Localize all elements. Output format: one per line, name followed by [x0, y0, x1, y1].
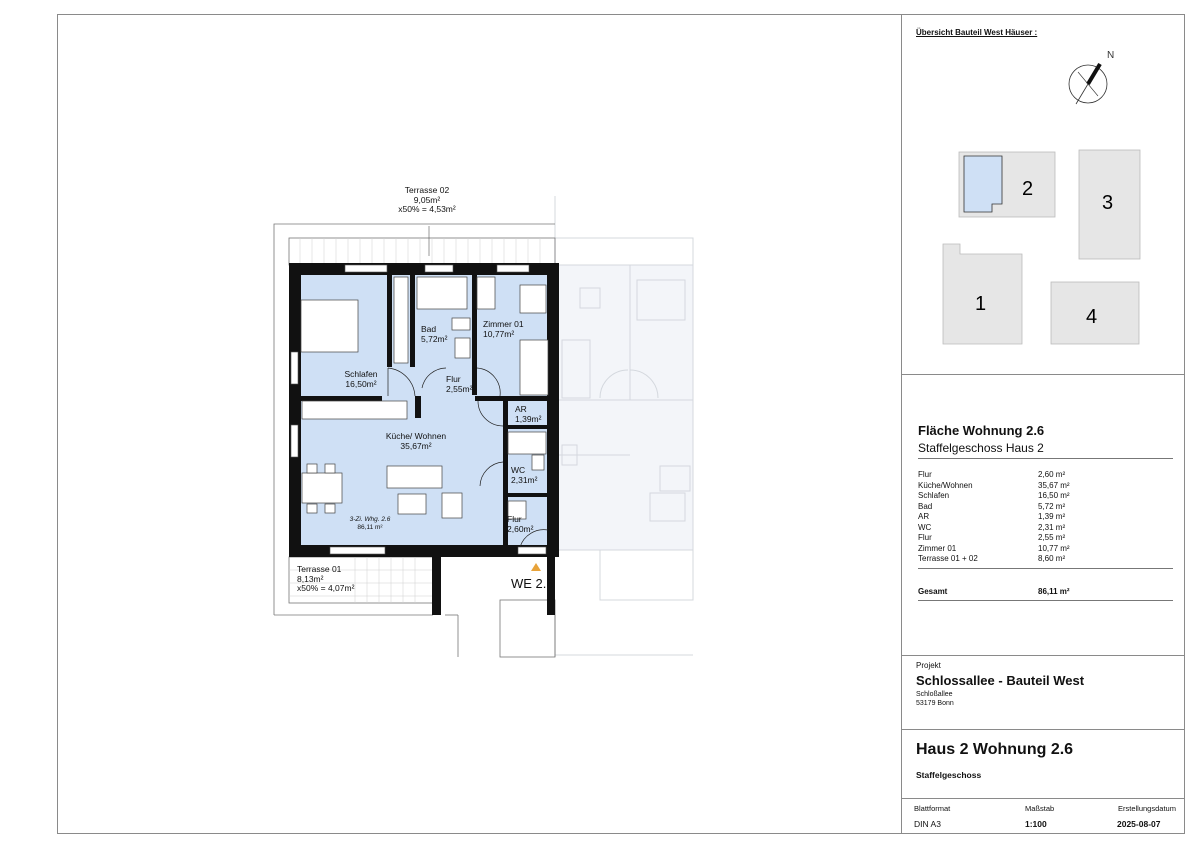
- divider: [902, 798, 1185, 799]
- project-label: Projekt: [916, 661, 941, 670]
- table-rule: [918, 600, 1173, 601]
- entrance-label: WE 2.6: [511, 576, 554, 591]
- total-row: [918, 587, 1168, 596]
- room-name: AR: [515, 404, 527, 414]
- table-rule: [918, 458, 1173, 459]
- format-value: DIN A3: [914, 819, 941, 829]
- table-rule: [918, 568, 1173, 569]
- table-row: Küche/Wohnen 35,67 m²: [918, 480, 1070, 490]
- table-row: Schlafen 16,50 m²: [918, 491, 1070, 500]
- terrace02-label: [398, 186, 455, 215]
- divider: [902, 374, 1185, 375]
- table-row: WC 2,31 m²: [918, 522, 1066, 532]
- overview-title: Übersicht Bauteil West Häuser :: [916, 28, 1038, 37]
- room-area: 2,55m²: [446, 383, 473, 394]
- project-address-city: 53179 Bonn: [916, 700, 954, 707]
- room-label-wc: [511, 466, 537, 485]
- room-area: 10,77m²: [483, 328, 515, 339]
- north-arrow-icon: [1069, 50, 1114, 104]
- unit-area: 86,11 m²: [357, 524, 383, 531]
- table-row: Flur 2,55 m²: [918, 533, 1066, 542]
- room-label-flur-2: [507, 515, 533, 534]
- table-row: Terrasse 01 + 02 8,60 m²: [918, 554, 1066, 563]
- table-row: Flur 2,60 m²: [918, 470, 1066, 479]
- room-label-flur-1: [446, 375, 472, 394]
- house-2-label: 2: [1022, 178, 1034, 200]
- room-name: Flur: [507, 514, 522, 524]
- room-name: Schlafen: [344, 369, 378, 379]
- terrace02-calc: x50% = 4,53m²: [398, 204, 456, 214]
- room-name: Zimmer 01: [483, 319, 524, 329]
- scale-value: 1:100: [1025, 819, 1047, 829]
- project-address-street: Schloßallee: [916, 691, 953, 698]
- room-area: 5,72m²: [421, 333, 448, 344]
- room-label-schlafen: [344, 370, 377, 389]
- north-label: N: [1107, 50, 1115, 61]
- format-label: Blattformat: [914, 804, 951, 813]
- site-overview: [902, 14, 1186, 374]
- terrace01-name: Terrasse 01: [297, 564, 342, 574]
- room-area: 2,60m²: [507, 523, 534, 534]
- room-area: 16,50m²: [345, 378, 377, 389]
- house-3-label: 3: [1102, 192, 1114, 214]
- table-row: Zimmer 01 10,77 m²: [918, 543, 1070, 553]
- room-label-kueche-wohnen: [386, 432, 446, 451]
- room-label-bad: [421, 325, 447, 344]
- area-table-title: Fläche Wohnung 2.6: [918, 423, 1045, 438]
- room-name: Flur: [446, 374, 461, 384]
- room-label-zimmer01: [483, 320, 524, 339]
- room-name: WC: [511, 465, 526, 475]
- sheet-level: Staffelgeschoss: [916, 770, 982, 780]
- house-blocks: [943, 150, 1140, 344]
- neighbor-unit-ghost: [555, 196, 693, 655]
- room-area: 1,39m²: [515, 413, 542, 424]
- room-label-ar: [515, 405, 541, 424]
- divider: [902, 729, 1185, 730]
- house-1-label: 1: [975, 293, 987, 315]
- area-table-subtitle: Staffelgeschoss Haus 2: [918, 441, 1044, 455]
- unit-summary-label: [350, 516, 391, 532]
- terrace02-name: Terrasse 02: [404, 185, 450, 195]
- divider: [902, 655, 1185, 656]
- terrace02-area: 9,05m²: [413, 194, 441, 205]
- date-value: 2025-08-07: [1117, 819, 1161, 829]
- house-4-label: 4: [1086, 306, 1098, 328]
- room-area: 35,67m²: [400, 440, 432, 451]
- terrace01-area: 8,13m²: [297, 573, 324, 584]
- scale-label: Maßstab: [1025, 804, 1055, 813]
- room-name: Bad: [421, 324, 437, 334]
- total-value: 86,11 m²: [1038, 587, 1070, 596]
- room-name: Küche/ Wohnen: [385, 431, 447, 441]
- entrance-marker: [531, 563, 541, 571]
- total-label: Gesamt: [918, 587, 948, 596]
- terrace01-calc: x50% = 4,07m²: [297, 583, 355, 593]
- table-row: AR 1,39 m²: [918, 512, 1066, 521]
- table-row: Bad 5,72 m²: [918, 501, 1066, 511]
- date-label: Erstellungsdatum: [1118, 804, 1176, 813]
- project-name: Schlossallee - Bauteil West: [916, 673, 1085, 688]
- title-block: [901, 14, 1185, 834]
- unit-name: 3-Zi. Whg. 2.6: [349, 516, 391, 523]
- terrace01-label: [297, 565, 354, 594]
- room-area: 2,31m²: [511, 474, 538, 485]
- sheet-title: Haus 2 Wohnung 2.6: [916, 741, 1074, 758]
